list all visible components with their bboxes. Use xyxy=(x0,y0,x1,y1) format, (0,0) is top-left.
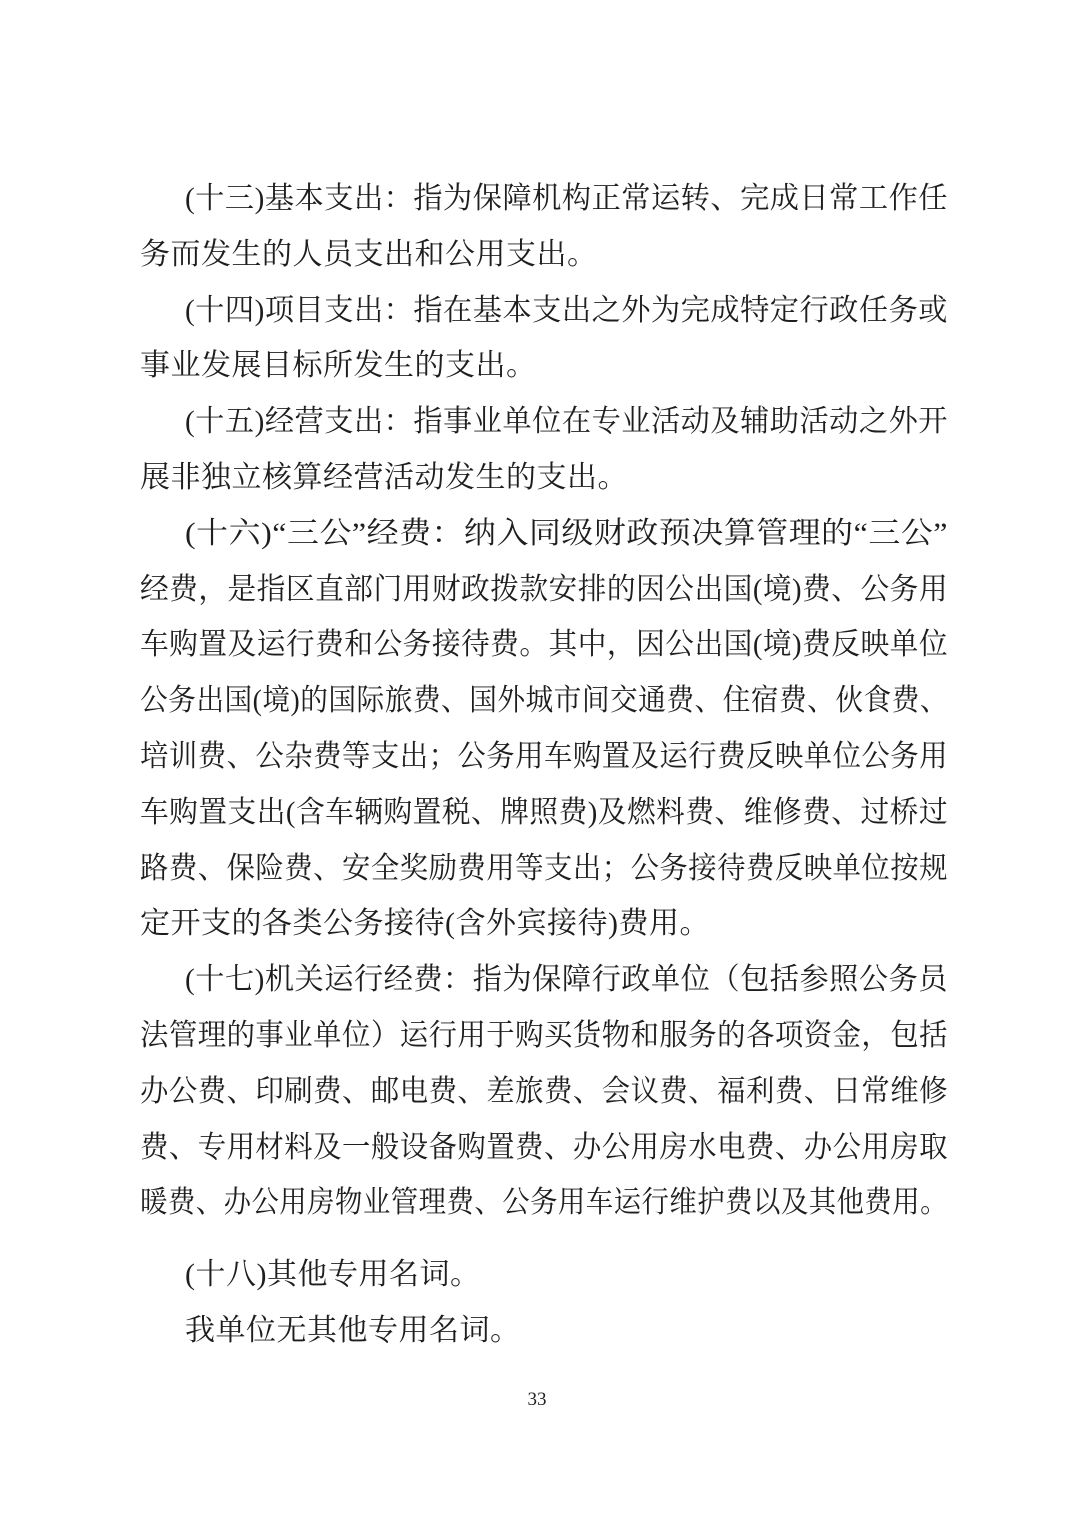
text-line-content: 定开支的各类公务接待(含外宾接待)费用。 xyxy=(140,907,710,941)
page-number: 33 xyxy=(527,1389,547,1410)
text-line xyxy=(140,1303,948,1359)
paragraph xyxy=(140,1303,948,1359)
text-line xyxy=(140,171,948,227)
text-line xyxy=(140,617,948,673)
paragraph xyxy=(140,1247,948,1303)
text-line-content: 经费，是指区直部门用财政拨款安排的因公出国(境)费、公务用 xyxy=(140,572,948,606)
text-line-content: 务而发生的人员支出和公用支出。 xyxy=(140,237,598,271)
text-line-content: 暖费、办公用房物业管理费、公务用车运行维护费以及其他费用。 xyxy=(140,1186,948,1220)
text-line-content: (十七)机关运行经费：指为保障行政单位（包括参照公务员 xyxy=(185,963,948,997)
text-line xyxy=(140,896,948,952)
text-line xyxy=(140,1064,948,1120)
paragraph xyxy=(140,506,948,952)
paragraph xyxy=(140,171,948,283)
text-line-content: (十八)其他专用名词。 xyxy=(185,1258,481,1292)
text-line xyxy=(140,338,948,394)
text-line xyxy=(140,562,948,618)
text-line-content: (十四)项目支出：指在基本支出之外为完成特定行政任务或 xyxy=(185,293,948,327)
text-line xyxy=(140,841,948,897)
text-line-content: 我单位无其他专用名词。 xyxy=(185,1313,521,1347)
text-line xyxy=(140,1247,948,1303)
text-line-content: 车购置支出(含车辆购置税、牌照费)及燃料费、维修费、过桥过 xyxy=(140,795,948,829)
text-line-content: 路费、保险费、安全奖励费用等支出；公务接待费反映单位按规 xyxy=(140,851,948,885)
text-line xyxy=(140,450,948,506)
text-line xyxy=(140,506,948,562)
text-line-content: 公务出国(境)的国际旅费、国外城市间交通费、住宿费、伙食费、 xyxy=(140,684,948,718)
text-line-content: (十六)“三公”经费：纳入同级财政预决算管理的“三公” xyxy=(185,516,948,550)
paragraph xyxy=(140,952,948,1231)
text-line-content: 车购置及运行费和公务接待费。其中，因公出国(境)费反映单位 xyxy=(140,628,948,662)
text-line-content: 事业发展目标所发生的支出。 xyxy=(140,349,537,383)
text-line xyxy=(140,1120,948,1176)
text-line xyxy=(140,673,948,729)
paragraph xyxy=(140,394,948,506)
document-body xyxy=(140,171,948,1359)
text-line xyxy=(140,952,948,1008)
text-line xyxy=(140,394,948,450)
text-line xyxy=(140,785,948,841)
text-line xyxy=(140,1175,948,1231)
text-line-content: 办公费、印刷费、邮电费、差旅费、会议费、福利费、日常维修 xyxy=(140,1074,948,1108)
text-line-content: (十三)基本支出：指为保障机构正常运转、完成日常工作任 xyxy=(185,182,948,215)
text-line-content: 费、专用材料及一般设备购置费、办公用房水电费、办公用房取 xyxy=(140,1130,948,1164)
text-line-content: 培训费、公杂费等支出；公务用车购置及运行费反映单位公务用 xyxy=(140,739,948,773)
text-line-content: 法管理的事业单位）运行用于购买货物和服务的各项资金，包括 xyxy=(140,1018,948,1052)
text-line-content: (十五)经营支出：指事业单位在专业活动及辅助活动之外开 xyxy=(185,405,948,439)
text-line xyxy=(140,729,948,785)
paragraph xyxy=(140,283,948,395)
text-line xyxy=(140,227,948,283)
text-line xyxy=(140,1008,948,1064)
text-line xyxy=(140,283,948,339)
text-line-content: 展非独立核算经营活动发生的支出。 xyxy=(140,460,628,494)
